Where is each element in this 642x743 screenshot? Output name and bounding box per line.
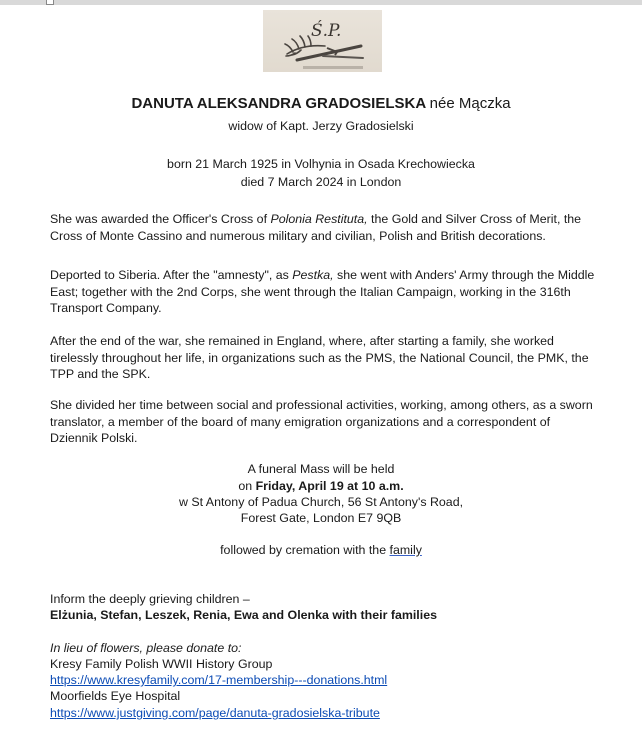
sp-emblem-text: Ś.P.	[311, 21, 342, 41]
deportation-paragraph	[50, 267, 598, 317]
maiden-name: née Mączka	[429, 95, 511, 112]
activities-paragraph: She divided her time between social and professional activities, working, among others, as a sworn translator, a member of the board of many emigration organizations and a correspondent of Dziennik Polski.	[50, 398, 593, 445]
deceased-name: DANUTA ALEKSANDRA GRADOSIELSKA	[131, 95, 427, 112]
deceased-name-line	[0, 95, 642, 112]
deportation-text-b: she went with Anders' Army through the Middle East; together with the 2nd Corps, she went through the Italian Campaign, working in the 316th Transport Company.	[50, 268, 595, 315]
church-address-line-2: Forest Gate, London E7 9QB	[240, 511, 402, 525]
funeral-line-1: A funeral Mass will be held	[247, 462, 395, 476]
church-address-line: w St Antony of Padua Church, 56 St Antony's Road,	[178, 495, 464, 509]
decorations-paragraph	[50, 211, 598, 244]
widow-line: widow of Kapt. Jerzy Gradosielski	[228, 119, 414, 133]
donation-org-2: Moorfields Eye Hospital	[50, 689, 181, 703]
cremation-family-word: family	[389, 543, 422, 557]
document-top-bar	[0, 0, 642, 5]
donation-org-1: Kresy Family Polish WWII History Group	[50, 657, 273, 671]
cremation-prefix: followed by cremation with the	[220, 543, 390, 557]
born-line: born 21 March 1925 in Volhynia in Osada Krechowiecka	[167, 157, 475, 171]
inform-line: Inform the deeply grieving children –	[50, 592, 250, 606]
decorations-text-b: the Gold and Silver Cross of Merit, the Cross of Monte Cassino and numerous military and civilian, Polish and British decorations.	[50, 212, 582, 243]
postwar-paragraph: After the end of the war, she remained in England, where, after starting a family, she worked tirelessly throughout her life, in organizations such as the PMS, the National Council, the PMK, the TPP and the SPK.	[50, 334, 589, 381]
donation-link-1[interactable]: https://www.kresyfamily.com/17-membership---donations.html	[50, 673, 388, 687]
page-corner-marker	[46, 0, 54, 5]
children-names: Elżunia, Stefan, Leszek, Renia, Ewa and Olenka with their families	[50, 608, 437, 622]
deportation-text-a: Deported to Siberia. After the "amnesty", as	[50, 268, 293, 282]
donations-intro: In lieu of flowers, please donate to:	[50, 641, 242, 655]
decorations-text-a: She was awarded the Officer's Cross of	[50, 212, 271, 226]
funeral-date: Friday, April 19 at 10 a.m.	[255, 479, 404, 493]
funeral-date-prefix: on	[238, 479, 256, 493]
sp-emblem-image	[263, 10, 382, 72]
cremation-line	[0, 543, 642, 557]
died-line: died 7 March 2024 in London	[240, 175, 402, 189]
funeral-date-line	[0, 479, 642, 493]
polonia-restituta: Polonia Restituta,	[270, 212, 368, 226]
pestka: Pestka,	[292, 268, 334, 282]
donation-link-2[interactable]: https://www.justgiving.com/page/danuta-gradosielska-tribute	[50, 706, 380, 720]
